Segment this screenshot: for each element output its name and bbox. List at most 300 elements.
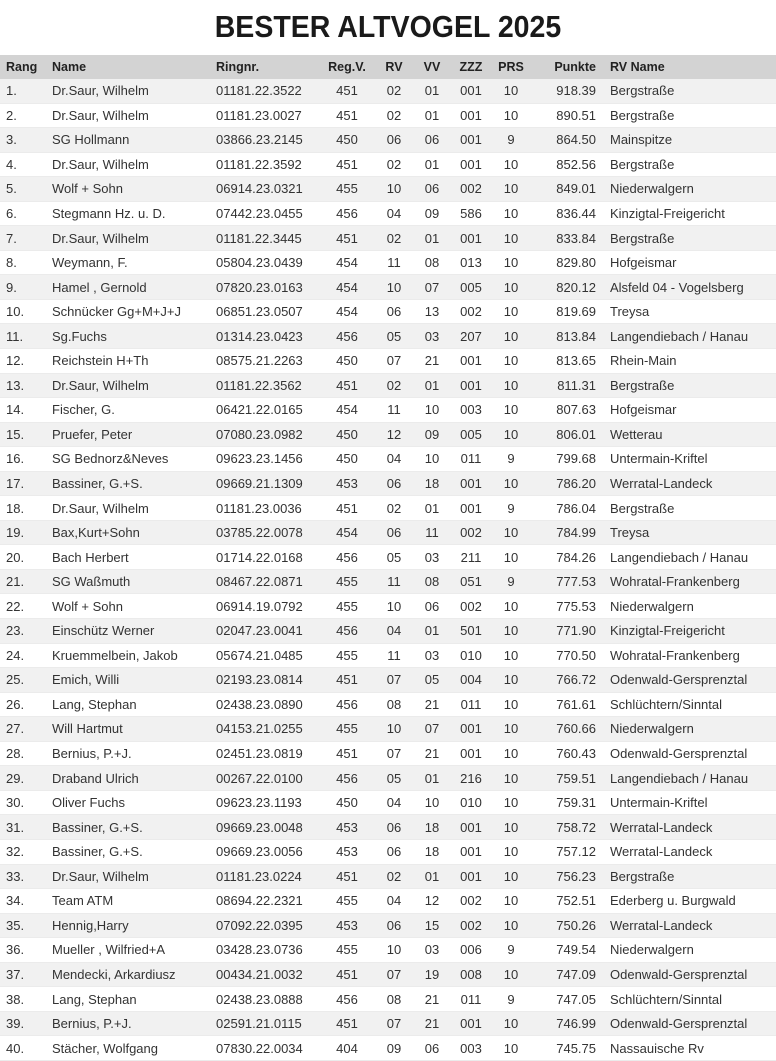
cell-prs: 9 [490, 447, 532, 472]
cell-rang: 15. [0, 422, 52, 447]
cell-punkte: 829.80 [532, 250, 610, 275]
cell-zzz: 051 [452, 569, 490, 594]
cell-punkte: 770.50 [532, 643, 610, 668]
cell-vv: 01 [412, 103, 452, 128]
cell-name: Bassiner, G.+S. [52, 471, 216, 496]
cell-vv: 06 [412, 128, 452, 153]
cell-rv: 06 [376, 913, 412, 938]
cell-name: Dr.Saur, Wilhelm [52, 373, 216, 398]
cell-ringnr: 02438.23.0890 [216, 692, 318, 717]
table-row [0, 790, 776, 815]
column-header-rang: Rang [0, 55, 52, 79]
cell-ringnr: 07092.22.0395 [216, 913, 318, 938]
cell-punkte: 750.26 [532, 913, 610, 938]
cell-vv: 07 [412, 275, 452, 300]
cell-name: Bassiner, G.+S. [52, 815, 216, 840]
cell-prs: 10 [490, 839, 532, 864]
cell-ringnr: 01314.23.0423 [216, 324, 318, 349]
cell-rv-name: Hofgeismar [610, 250, 776, 275]
cell-rv: 10 [376, 594, 412, 619]
cell-prs: 10 [490, 373, 532, 398]
cell-name: Schnücker Gg+M+J+J [52, 299, 216, 324]
cell-punkte: 771.90 [532, 619, 610, 644]
cell-zzz: 013 [452, 250, 490, 275]
cell-rang: 30. [0, 790, 52, 815]
cell-rv-name: Kinzigtal-Freigericht [610, 201, 776, 226]
cell-regv: 455 [318, 938, 376, 963]
cell-rv-name: Wohratal-Frankenberg [610, 569, 776, 594]
cell-zzz: 008 [452, 962, 490, 987]
cell-rang: 7. [0, 226, 52, 251]
cell-regv: 451 [318, 1011, 376, 1036]
cell-vv: 07 [412, 717, 452, 742]
cell-punkte: 758.72 [532, 815, 610, 840]
cell-rv-name: Kinzigtal-Freigericht [610, 619, 776, 644]
cell-regv: 456 [318, 545, 376, 570]
column-header-name: Name [52, 55, 216, 79]
cell-rv: 10 [376, 177, 412, 202]
cell-ringnr: 00267.22.0100 [216, 766, 318, 791]
cell-vv: 01 [412, 496, 452, 521]
cell-ringnr: 03785.22.0078 [216, 520, 318, 545]
cell-regv: 456 [318, 692, 376, 717]
cell-name: SG Waßmuth [52, 569, 216, 594]
cell-rv-name: Odenwald-Gersprenztal [610, 1011, 776, 1036]
cell-rv-name: Werratal-Landeck [610, 471, 776, 496]
cell-rv-name: Ederberg u. Burgwald [610, 889, 776, 914]
cell-rv: 07 [376, 741, 412, 766]
cell-vv: 10 [412, 447, 452, 472]
column-header-vv: VV [412, 55, 452, 79]
cell-vv: 01 [412, 766, 452, 791]
cell-name: Reichstein H+Th [52, 349, 216, 374]
cell-rv: 11 [376, 398, 412, 423]
cell-punkte: 784.99 [532, 520, 610, 545]
cell-zzz: 005 [452, 422, 490, 447]
cell-prs: 10 [490, 275, 532, 300]
cell-vv: 21 [412, 349, 452, 374]
cell-name: Dr.Saur, Wilhelm [52, 79, 216, 103]
cell-regv: 454 [318, 520, 376, 545]
cell-punkte: 849.01 [532, 177, 610, 202]
cell-prs: 10 [490, 962, 532, 987]
table-row [0, 938, 776, 963]
cell-prs: 9 [490, 938, 532, 963]
cell-regv: 454 [318, 398, 376, 423]
cell-ringnr: 09669.23.0056 [216, 839, 318, 864]
cell-zzz: 001 [452, 373, 490, 398]
cell-ringnr: 09623.23.1193 [216, 790, 318, 815]
cell-rv: 06 [376, 128, 412, 153]
cell-prs: 10 [490, 717, 532, 742]
cell-zzz: 001 [452, 741, 490, 766]
cell-rv: 07 [376, 1011, 412, 1036]
cell-ringnr: 07830.22.0034 [216, 1036, 318, 1061]
cell-punkte: 747.05 [532, 987, 610, 1012]
cell-ringnr: 09623.23.1456 [216, 447, 318, 472]
cell-rang: 8. [0, 250, 52, 275]
cell-regv: 456 [318, 324, 376, 349]
cell-vv: 05 [412, 668, 452, 693]
cell-regv: 450 [318, 349, 376, 374]
cell-name: SG Hollmann [52, 128, 216, 153]
cell-prs: 10 [490, 619, 532, 644]
cell-rv: 10 [376, 717, 412, 742]
cell-rv-name: Schlüchtern/Sinntal [610, 987, 776, 1012]
cell-zzz: 006 [452, 938, 490, 963]
cell-zzz: 010 [452, 643, 490, 668]
table-body [0, 79, 776, 1060]
cell-punkte: 752.51 [532, 889, 610, 914]
cell-rv-name: Bergstraße [610, 226, 776, 251]
cell-prs: 10 [490, 299, 532, 324]
cell-prs: 10 [490, 398, 532, 423]
cell-prs: 9 [490, 496, 532, 521]
cell-zzz: 001 [452, 1011, 490, 1036]
cell-rv-name: Untermain-Kriftel [610, 447, 776, 472]
cell-punkte: 864.50 [532, 128, 610, 153]
cell-zzz: 010 [452, 790, 490, 815]
cell-prs: 10 [490, 1011, 532, 1036]
cell-rv: 07 [376, 962, 412, 987]
cell-rv-name: Odenwald-Gersprenztal [610, 962, 776, 987]
cell-prs: 10 [490, 741, 532, 766]
cell-name: Dr.Saur, Wilhelm [52, 226, 216, 251]
cell-vv: 08 [412, 569, 452, 594]
cell-prs: 10 [490, 692, 532, 717]
cell-ringnr: 06914.23.0321 [216, 177, 318, 202]
cell-regv: 451 [318, 668, 376, 693]
cell-punkte: 775.53 [532, 594, 610, 619]
cell-regv: 450 [318, 128, 376, 153]
cell-name: Stächer, Wolfgang [52, 1036, 216, 1061]
cell-punkte: 749.54 [532, 938, 610, 963]
cell-regv: 451 [318, 741, 376, 766]
cell-zzz: 001 [452, 128, 490, 153]
cell-prs: 10 [490, 815, 532, 840]
cell-rv-name: Langendiebach / Hanau [610, 324, 776, 349]
cell-ringnr: 02451.23.0819 [216, 741, 318, 766]
cell-rv-name: Wohratal-Frankenberg [610, 643, 776, 668]
table-row [0, 128, 776, 153]
column-header-ringnr: Ringnr. [216, 55, 318, 79]
cell-rv: 11 [376, 250, 412, 275]
cell-rang: 20. [0, 545, 52, 570]
cell-zzz: 001 [452, 496, 490, 521]
cell-rv: 08 [376, 987, 412, 1012]
table-row [0, 226, 776, 251]
cell-prs: 9 [490, 569, 532, 594]
cell-punkte: 813.65 [532, 349, 610, 374]
cell-rv: 08 [376, 692, 412, 717]
cell-punkte: 786.04 [532, 496, 610, 521]
cell-vv: 10 [412, 398, 452, 423]
cell-rang: 13. [0, 373, 52, 398]
table-row [0, 422, 776, 447]
cell-zzz: 001 [452, 103, 490, 128]
table-row [0, 398, 776, 423]
table-row [0, 569, 776, 594]
cell-regv: 455 [318, 569, 376, 594]
cell-punkte: 836.44 [532, 201, 610, 226]
cell-ringnr: 06851.23.0507 [216, 299, 318, 324]
cell-zzz: 501 [452, 619, 490, 644]
cell-regv: 455 [318, 889, 376, 914]
cell-name: Fischer, G. [52, 398, 216, 423]
cell-vv: 21 [412, 1011, 452, 1036]
cell-zzz: 011 [452, 447, 490, 472]
table-row [0, 250, 776, 275]
cell-rang: 25. [0, 668, 52, 693]
cell-vv: 13 [412, 299, 452, 324]
cell-regv: 451 [318, 864, 376, 889]
cell-zzz: 216 [452, 766, 490, 791]
table-row [0, 766, 776, 791]
cell-zzz: 001 [452, 815, 490, 840]
cell-rv-name: Odenwald-Gersprenztal [610, 668, 776, 693]
cell-ringnr: 09669.21.1309 [216, 471, 318, 496]
cell-zzz: 002 [452, 177, 490, 202]
cell-regv: 453 [318, 471, 376, 496]
cell-prs: 10 [490, 201, 532, 226]
cell-rang: 1. [0, 79, 52, 103]
cell-zzz: 001 [452, 717, 490, 742]
table-row [0, 471, 776, 496]
cell-rv: 05 [376, 766, 412, 791]
table-row [0, 103, 776, 128]
cell-zzz: 001 [452, 349, 490, 374]
cell-rang: 23. [0, 619, 52, 644]
cell-vv: 10 [412, 790, 452, 815]
cell-rv-name: Alsfeld 04 - Vogelsberg [610, 275, 776, 300]
cell-name: Bassiner, G.+S. [52, 839, 216, 864]
cell-prs: 10 [490, 349, 532, 374]
cell-regv: 454 [318, 250, 376, 275]
cell-prs: 9 [490, 987, 532, 1012]
cell-ringnr: 06914.19.0792 [216, 594, 318, 619]
cell-zzz: 001 [452, 839, 490, 864]
cell-punkte: 756.23 [532, 864, 610, 889]
cell-name: Kruemmelbein, Jakob [52, 643, 216, 668]
cell-rv-name: Bergstraße [610, 79, 776, 103]
cell-rang: 27. [0, 717, 52, 742]
cell-punkte: 786.20 [532, 471, 610, 496]
cell-name: Hamel , Gernold [52, 275, 216, 300]
cell-name: Mueller , Wilfried+A [52, 938, 216, 963]
cell-vv: 01 [412, 619, 452, 644]
cell-regv: 455 [318, 177, 376, 202]
cell-rv: 04 [376, 201, 412, 226]
cell-rv: 06 [376, 815, 412, 840]
cell-ringnr: 00434.21.0032 [216, 962, 318, 987]
cell-regv: 453 [318, 815, 376, 840]
cell-regv: 404 [318, 1036, 376, 1061]
cell-zzz: 002 [452, 889, 490, 914]
cell-rv: 02 [376, 103, 412, 128]
table-row [0, 201, 776, 226]
cell-zzz: 002 [452, 520, 490, 545]
cell-zzz: 003 [452, 398, 490, 423]
cell-vv: 06 [412, 1036, 452, 1061]
cell-rv-name: Treysa [610, 520, 776, 545]
cell-ringnr: 01181.22.3562 [216, 373, 318, 398]
cell-name: Sg.Fuchs [52, 324, 216, 349]
cell-ringnr: 07080.23.0982 [216, 422, 318, 447]
cell-rang: 16. [0, 447, 52, 472]
cell-rv-name: Hofgeismar [610, 398, 776, 423]
cell-prs: 10 [490, 152, 532, 177]
cell-vv: 12 [412, 889, 452, 914]
cell-punkte: 833.84 [532, 226, 610, 251]
cell-rang: 33. [0, 864, 52, 889]
table-row [0, 373, 776, 398]
cell-rang: 24. [0, 643, 52, 668]
cell-rv-name: Treysa [610, 299, 776, 324]
cell-name: Bach Herbert [52, 545, 216, 570]
cell-rv-name: Niederwalgern [610, 177, 776, 202]
cell-punkte: 820.12 [532, 275, 610, 300]
cell-rang: 4. [0, 152, 52, 177]
cell-zzz: 001 [452, 79, 490, 103]
cell-rv-name: Langendiebach / Hanau [610, 545, 776, 570]
cell-prs: 10 [490, 520, 532, 545]
cell-prs: 10 [490, 913, 532, 938]
cell-rang: 29. [0, 766, 52, 791]
cell-rang: 28. [0, 741, 52, 766]
table-row [0, 594, 776, 619]
cell-rv: 06 [376, 471, 412, 496]
cell-name: Bernius, P.+J. [52, 741, 216, 766]
cell-zzz: 003 [452, 1036, 490, 1061]
cell-zzz: 586 [452, 201, 490, 226]
cell-regv: 455 [318, 643, 376, 668]
cell-rang: 19. [0, 520, 52, 545]
cell-rv: 11 [376, 643, 412, 668]
cell-regv: 451 [318, 152, 376, 177]
cell-ringnr: 01181.22.3445 [216, 226, 318, 251]
cell-rang: 38. [0, 987, 52, 1012]
cell-ringnr: 08575.21.2263 [216, 349, 318, 374]
cell-regv: 450 [318, 790, 376, 815]
cell-vv: 19 [412, 962, 452, 987]
cell-regv: 450 [318, 422, 376, 447]
cell-vv: 21 [412, 741, 452, 766]
cell-ringnr: 01181.22.3522 [216, 79, 318, 103]
cell-name: Bax,Kurt+Sohn [52, 520, 216, 545]
table-row [0, 545, 776, 570]
cell-prs: 10 [490, 471, 532, 496]
cell-prs: 10 [490, 324, 532, 349]
cell-rv: 02 [376, 226, 412, 251]
cell-rv: 09 [376, 1036, 412, 1061]
cell-prs: 10 [490, 545, 532, 570]
cell-rang: 32. [0, 839, 52, 864]
cell-rang: 31. [0, 815, 52, 840]
cell-zzz: 211 [452, 545, 490, 570]
table-row [0, 299, 776, 324]
cell-rang: 12. [0, 349, 52, 374]
cell-regv: 451 [318, 103, 376, 128]
cell-punkte: 766.72 [532, 668, 610, 693]
cell-prs: 10 [490, 226, 532, 251]
table-row [0, 668, 776, 693]
cell-name: Lang, Stephan [52, 987, 216, 1012]
cell-name: Dr.Saur, Wilhelm [52, 152, 216, 177]
cell-rv-name: Niederwalgern [610, 717, 776, 742]
cell-regv: 456 [318, 987, 376, 1012]
cell-ringnr: 02047.23.0041 [216, 619, 318, 644]
cell-rv-name: Niederwalgern [610, 938, 776, 963]
cell-ringnr: 06421.22.0165 [216, 398, 318, 423]
cell-vv: 18 [412, 815, 452, 840]
table-row [0, 839, 776, 864]
cell-prs: 10 [490, 177, 532, 202]
cell-name: Pruefer, Peter [52, 422, 216, 447]
cell-vv: 01 [412, 373, 452, 398]
cell-zzz: 001 [452, 471, 490, 496]
cell-vv: 01 [412, 226, 452, 251]
cell-prs: 10 [490, 79, 532, 103]
cell-vv: 18 [412, 471, 452, 496]
cell-zzz: 207 [452, 324, 490, 349]
results-table [0, 55, 776, 1061]
cell-rv: 06 [376, 299, 412, 324]
cell-ringnr: 05674.21.0485 [216, 643, 318, 668]
cell-rv: 02 [376, 79, 412, 103]
cell-vv: 21 [412, 987, 452, 1012]
cell-rang: 21. [0, 569, 52, 594]
table-row [0, 324, 776, 349]
cell-rang: 14. [0, 398, 52, 423]
cell-ringnr: 01181.23.0036 [216, 496, 318, 521]
cell-punkte: 759.31 [532, 790, 610, 815]
cell-vv: 09 [412, 201, 452, 226]
cell-regv: 456 [318, 766, 376, 791]
cell-punkte: 807.63 [532, 398, 610, 423]
cell-rang: 35. [0, 913, 52, 938]
cell-regv: 451 [318, 962, 376, 987]
cell-vv: 01 [412, 79, 452, 103]
cell-ringnr: 03428.23.0736 [216, 938, 318, 963]
cell-rv-name: Odenwald-Gersprenztal [610, 741, 776, 766]
cell-ringnr: 09669.23.0048 [216, 815, 318, 840]
cell-regv: 455 [318, 594, 376, 619]
column-header-punkte: Punkte [532, 55, 610, 79]
column-header-regv: Reg.V. [318, 55, 376, 79]
cell-ringnr: 05804.23.0439 [216, 250, 318, 275]
page-title: BESTER ALTVOGEL 2025 [214, 9, 562, 44]
cell-rv: 04 [376, 889, 412, 914]
cell-rv-name: Langendiebach / Hanau [610, 766, 776, 791]
cell-rv: 07 [376, 349, 412, 374]
cell-prs: 10 [490, 103, 532, 128]
cell-prs: 10 [490, 864, 532, 889]
cell-rang: 17. [0, 471, 52, 496]
cell-prs: 10 [490, 594, 532, 619]
cell-rv: 11 [376, 569, 412, 594]
cell-rv: 02 [376, 496, 412, 521]
cell-name: Stegmann Hz. u. D. [52, 201, 216, 226]
cell-name: Dr.Saur, Wilhelm [52, 103, 216, 128]
table-row [0, 692, 776, 717]
cell-vv: 18 [412, 839, 452, 864]
cell-rv: 02 [376, 373, 412, 398]
cell-rv-name: Werratal-Landeck [610, 913, 776, 938]
cell-punkte: 746.99 [532, 1011, 610, 1036]
cell-regv: 454 [318, 299, 376, 324]
cell-prs: 10 [490, 1036, 532, 1061]
cell-name: Emich, Willi [52, 668, 216, 693]
